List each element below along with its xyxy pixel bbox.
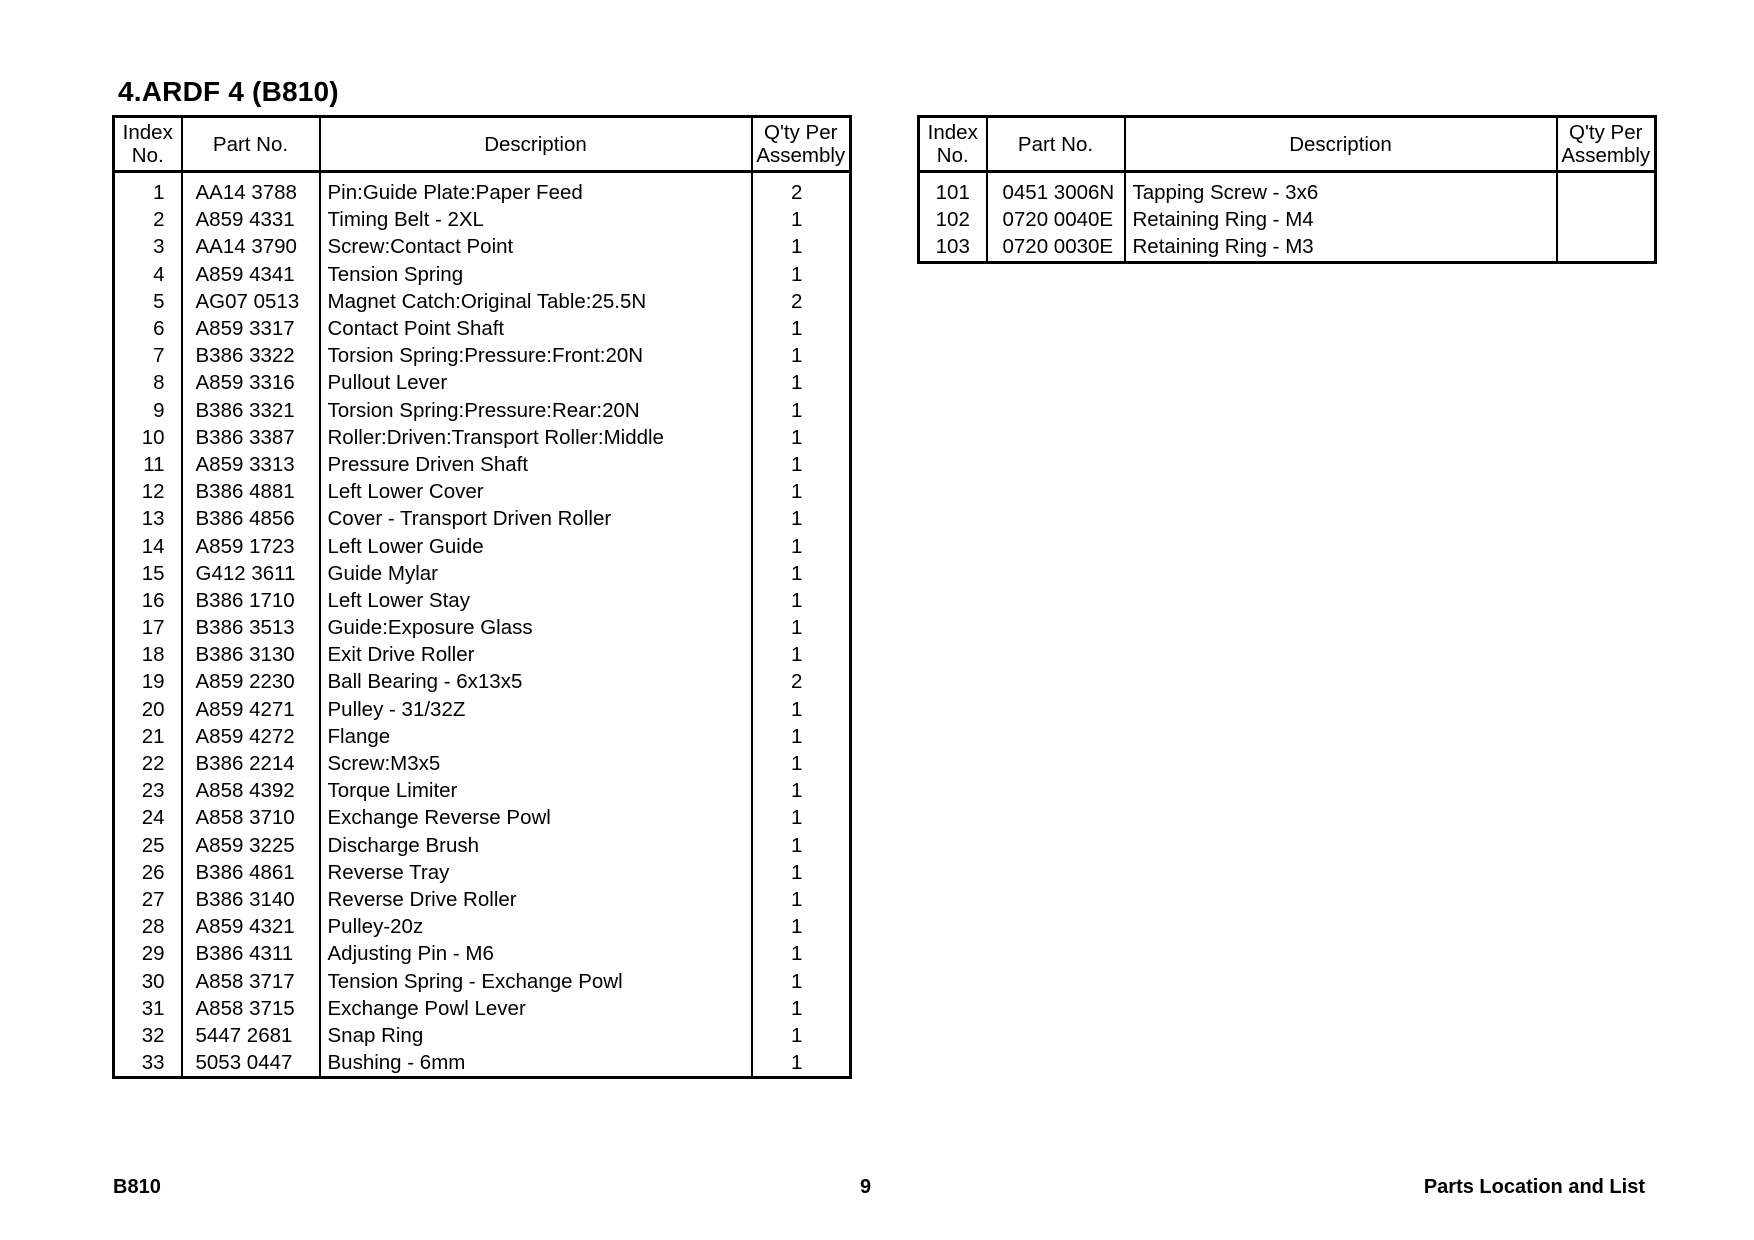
header-part-no: Part No.: [182, 117, 320, 172]
table-row: [114, 995, 851, 1022]
index-cell: 11: [114, 451, 182, 478]
qty-cell: 1: [791, 806, 803, 830]
qty-cell: [1557, 172, 1656, 207]
index-cell: 18: [114, 641, 182, 668]
qty-cell: 1: [791, 724, 803, 748]
part-no-cell: AA14 3788: [182, 172, 320, 207]
part-no-cell: AG07 0513: [182, 288, 320, 315]
table-row: [114, 532, 851, 559]
index-cell: 14: [114, 532, 182, 559]
table-row: [114, 369, 851, 396]
qty-cell: [1557, 206, 1656, 233]
index-cell: 17: [114, 614, 182, 641]
footer-section-title: Parts Location and List: [1423, 1176, 1645, 1198]
qty-cell: 1: [791, 235, 803, 259]
part-no-cell: A859 3313: [182, 451, 320, 478]
part-no-cell: A858 3717: [182, 967, 320, 994]
part-no-cell: B386 3513: [182, 614, 320, 641]
index-cell: 31: [114, 995, 182, 1022]
description-cell: Reverse Drive Roller: [320, 886, 752, 913]
footer-page-number: 9: [860, 1176, 872, 1198]
index-cell: 15: [114, 560, 182, 587]
table-row: [114, 832, 851, 859]
description-cell: Flange: [320, 723, 752, 750]
table-header-row: [114, 117, 851, 172]
qty-cell: 1: [791, 969, 803, 993]
empty-cell: [1557, 261, 1656, 263]
empty-cell: [987, 261, 1125, 263]
table-row: [114, 1022, 851, 1049]
empty-cell: [919, 261, 987, 263]
header-index: Index No.: [114, 117, 182, 172]
index-cell: 20: [114, 696, 182, 723]
description-cell: Left Lower Guide: [320, 532, 752, 559]
part-no-cell: B386 1710: [182, 587, 320, 614]
index-cell: 30: [114, 967, 182, 994]
table-row: [114, 172, 851, 207]
table-row: [919, 206, 1656, 233]
part-no-cell: B386 3130: [182, 641, 320, 668]
qty-cell: 1: [791, 779, 803, 803]
description-cell: Adjusting Pin - M6: [320, 940, 752, 967]
description-cell: Exchange Reverse Powl: [320, 804, 752, 831]
qty-cell: 1: [791, 452, 803, 476]
part-no-cell: A858 4392: [182, 777, 320, 804]
index-cell: 13: [114, 505, 182, 532]
table-row: [114, 206, 851, 233]
qty-cell: 1: [791, 860, 803, 884]
qty-cell: 1: [791, 317, 803, 341]
index-cell: 12: [114, 478, 182, 505]
qty-cell: 2: [791, 289, 803, 313]
index-cell: 23: [114, 777, 182, 804]
part-no-cell: B386 3321: [182, 397, 320, 424]
part-no-cell: B386 4881: [182, 478, 320, 505]
table-row: [114, 342, 851, 369]
qty-cell: 1: [791, 752, 803, 776]
index-cell: 3: [114, 233, 182, 260]
parts-table-right-body: [919, 172, 1656, 263]
description-cell: Exit Drive Roller: [320, 641, 752, 668]
index-cell: 33: [114, 1049, 182, 1076]
table-row: [114, 750, 851, 777]
description-cell: Exchange Powl Lever: [320, 995, 752, 1022]
description-cell: Tension Spring - Exchange Powl: [320, 967, 752, 994]
table-row: [114, 967, 851, 994]
part-no-cell: B386 4861: [182, 859, 320, 886]
header-index: Index No.: [919, 117, 987, 172]
table-row: [919, 233, 1656, 260]
description-cell: Torsion Spring:Pressure:Front:20N: [320, 342, 752, 369]
index-cell: 29: [114, 940, 182, 967]
qty-cell: 2: [791, 670, 803, 694]
table-row: [114, 397, 851, 424]
empty-cell: [182, 1076, 320, 1078]
part-no-cell: 0720 0040E: [987, 206, 1125, 233]
qty-cell: 1: [791, 643, 803, 667]
description-cell: Screw:M3x5: [320, 750, 752, 777]
description-cell: Pressure Driven Shaft: [320, 451, 752, 478]
table-row: [114, 478, 851, 505]
index-cell: 25: [114, 832, 182, 859]
index-cell: 6: [114, 315, 182, 342]
parts-table-right: [917, 115, 1657, 264]
description-cell: Retaining Ring - M3: [1125, 233, 1557, 260]
table-row: [114, 424, 851, 451]
part-no-cell: A859 3316: [182, 369, 320, 396]
part-no-cell: A859 4321: [182, 913, 320, 940]
description-cell: Cover - Transport Driven Roller: [320, 505, 752, 532]
description-cell: Reverse Tray: [320, 859, 752, 886]
table-row: [114, 315, 851, 342]
index-cell: 1: [114, 172, 182, 207]
part-no-cell: AA14 3790: [182, 233, 320, 260]
part-no-cell: A859 3225: [182, 832, 320, 859]
qty-cell: 1: [791, 425, 803, 449]
part-no-cell: A858 3710: [182, 804, 320, 831]
part-no-cell: 5053 0447: [182, 1049, 320, 1076]
table-row: [114, 913, 851, 940]
description-cell: Discharge Brush: [320, 832, 752, 859]
parts-table-left: [112, 115, 852, 1079]
part-no-cell: A858 3715: [182, 995, 320, 1022]
header-part-no: Part No.: [987, 117, 1125, 172]
table-row: [114, 505, 851, 532]
qty-cell: 1: [791, 697, 803, 721]
qty-cell: 1: [791, 1023, 803, 1047]
header-qty: Q'ty Per Assembly: [1557, 117, 1656, 172]
index-cell: 26: [114, 859, 182, 886]
table-header-row: [919, 117, 1656, 172]
description-cell: Ball Bearing - 6x13x5: [320, 668, 752, 695]
description-cell: Tapping Screw - 3x6: [1125, 172, 1557, 207]
qty-cell: [1557, 233, 1656, 260]
description-cell: Pullout Lever: [320, 369, 752, 396]
index-cell: 16: [114, 587, 182, 614]
part-no-cell: B386 3322: [182, 342, 320, 369]
index-cell: 102: [919, 206, 987, 233]
part-no-cell: B386 3140: [182, 886, 320, 913]
table-row: [114, 804, 851, 831]
index-cell: 5: [114, 288, 182, 315]
description-cell: Guide:Exposure Glass: [320, 614, 752, 641]
description-cell: Contact Point Shaft: [320, 315, 752, 342]
qty-cell: 1: [791, 507, 803, 531]
index-cell: 24: [114, 804, 182, 831]
description-cell: Pin:Guide Plate:Paper Feed: [320, 172, 752, 207]
empty-cell: [114, 1076, 182, 1078]
table-row: [114, 233, 851, 260]
header-description: Description: [1125, 117, 1557, 172]
part-no-cell: B386 4856: [182, 505, 320, 532]
qty-cell: 1: [791, 1051, 803, 1075]
qty-cell: 1: [791, 262, 803, 286]
description-cell: Timing Belt - 2XL: [320, 206, 752, 233]
description-cell: Pulley - 31/32Z: [320, 696, 752, 723]
table-row: [114, 696, 851, 723]
parts-table-left-body: [114, 172, 851, 1078]
table-row: [114, 614, 851, 641]
filler-row: [114, 1076, 851, 1078]
part-no-cell: A859 4331: [182, 206, 320, 233]
description-cell: Pulley-20z: [320, 913, 752, 940]
header-qty: Q'ty Per Assembly: [752, 117, 851, 172]
qty-cell: 1: [791, 208, 803, 232]
part-no-cell: A859 2230: [182, 668, 320, 695]
part-no-cell: G412 3611: [182, 560, 320, 587]
qty-cell: 1: [791, 371, 803, 395]
table-row: [919, 172, 1656, 207]
index-cell: 10: [114, 424, 182, 451]
part-no-cell: B386 3387: [182, 424, 320, 451]
index-cell: 28: [114, 913, 182, 940]
page-title: 4.ARDF 4 (B810): [118, 76, 339, 107]
qty-cell: 1: [791, 588, 803, 612]
part-no-cell: 5447 2681: [182, 1022, 320, 1049]
description-cell: Snap Ring: [320, 1022, 752, 1049]
table-row: [114, 723, 851, 750]
part-no-cell: 0451 3006N: [987, 172, 1125, 207]
empty-cell: [1125, 261, 1557, 263]
part-no-cell: B386 2214: [182, 750, 320, 777]
part-no-cell: A859 1723: [182, 532, 320, 559]
table-row: [114, 451, 851, 478]
part-no-cell: 0720 0030E: [987, 233, 1125, 260]
index-cell: 21: [114, 723, 182, 750]
description-cell: Tension Spring: [320, 261, 752, 288]
empty-cell: [752, 1076, 851, 1078]
empty-cell: [320, 1076, 752, 1078]
index-cell: 7: [114, 342, 182, 369]
qty-cell: 1: [791, 398, 803, 422]
description-cell: Retaining Ring - M4: [1125, 206, 1557, 233]
description-cell: Screw:Contact Point: [320, 233, 752, 260]
qty-cell: 2: [791, 181, 803, 205]
part-no-cell: A859 3317: [182, 315, 320, 342]
index-cell: 2: [114, 206, 182, 233]
table-row: [114, 288, 851, 315]
qty-cell: 1: [791, 616, 803, 640]
filler-row: [919, 261, 1656, 263]
description-cell: Bushing - 6mm: [320, 1049, 752, 1076]
footer-model: B810: [113, 1176, 161, 1198]
qty-cell: 1: [791, 915, 803, 939]
part-no-cell: B386 4311: [182, 940, 320, 967]
description-cell: Magnet Catch:Original Table:25.5N: [320, 288, 752, 315]
index-cell: 27: [114, 886, 182, 913]
index-cell: 8: [114, 369, 182, 396]
index-cell: 4: [114, 261, 182, 288]
index-cell: 22: [114, 750, 182, 777]
description-cell: Guide Mylar: [320, 560, 752, 587]
qty-cell: 1: [791, 942, 803, 966]
header-description: Description: [320, 117, 752, 172]
table-row: [114, 940, 851, 967]
qty-cell: 1: [791, 344, 803, 368]
index-cell: 9: [114, 397, 182, 424]
table-row: [114, 261, 851, 288]
qty-cell: 1: [791, 833, 803, 857]
table-row: [114, 859, 851, 886]
index-cell: 101: [919, 172, 987, 207]
part-no-cell: A859 4272: [182, 723, 320, 750]
qty-cell: 1: [791, 996, 803, 1020]
description-cell: Left Lower Stay: [320, 587, 752, 614]
qty-cell: 1: [791, 561, 803, 585]
description-cell: Torsion Spring:Pressure:Rear:20N: [320, 397, 752, 424]
description-cell: Torque Limiter: [320, 777, 752, 804]
table-row: [114, 886, 851, 913]
qty-cell: 1: [791, 887, 803, 911]
table-row: [114, 668, 851, 695]
description-cell: Left Lower Cover: [320, 478, 752, 505]
table-row: [114, 641, 851, 668]
qty-cell: 1: [791, 480, 803, 504]
table-row: [114, 587, 851, 614]
table-row: [114, 560, 851, 587]
table-row: [114, 1049, 851, 1076]
description-cell: Roller:Driven:Transport Roller:Middle: [320, 424, 752, 451]
part-no-cell: A859 4341: [182, 261, 320, 288]
index-cell: 32: [114, 1022, 182, 1049]
index-cell: 19: [114, 668, 182, 695]
table-row: [114, 777, 851, 804]
part-no-cell: A859 4271: [182, 696, 320, 723]
index-cell: 103: [919, 233, 987, 260]
qty-cell: 1: [791, 534, 803, 558]
